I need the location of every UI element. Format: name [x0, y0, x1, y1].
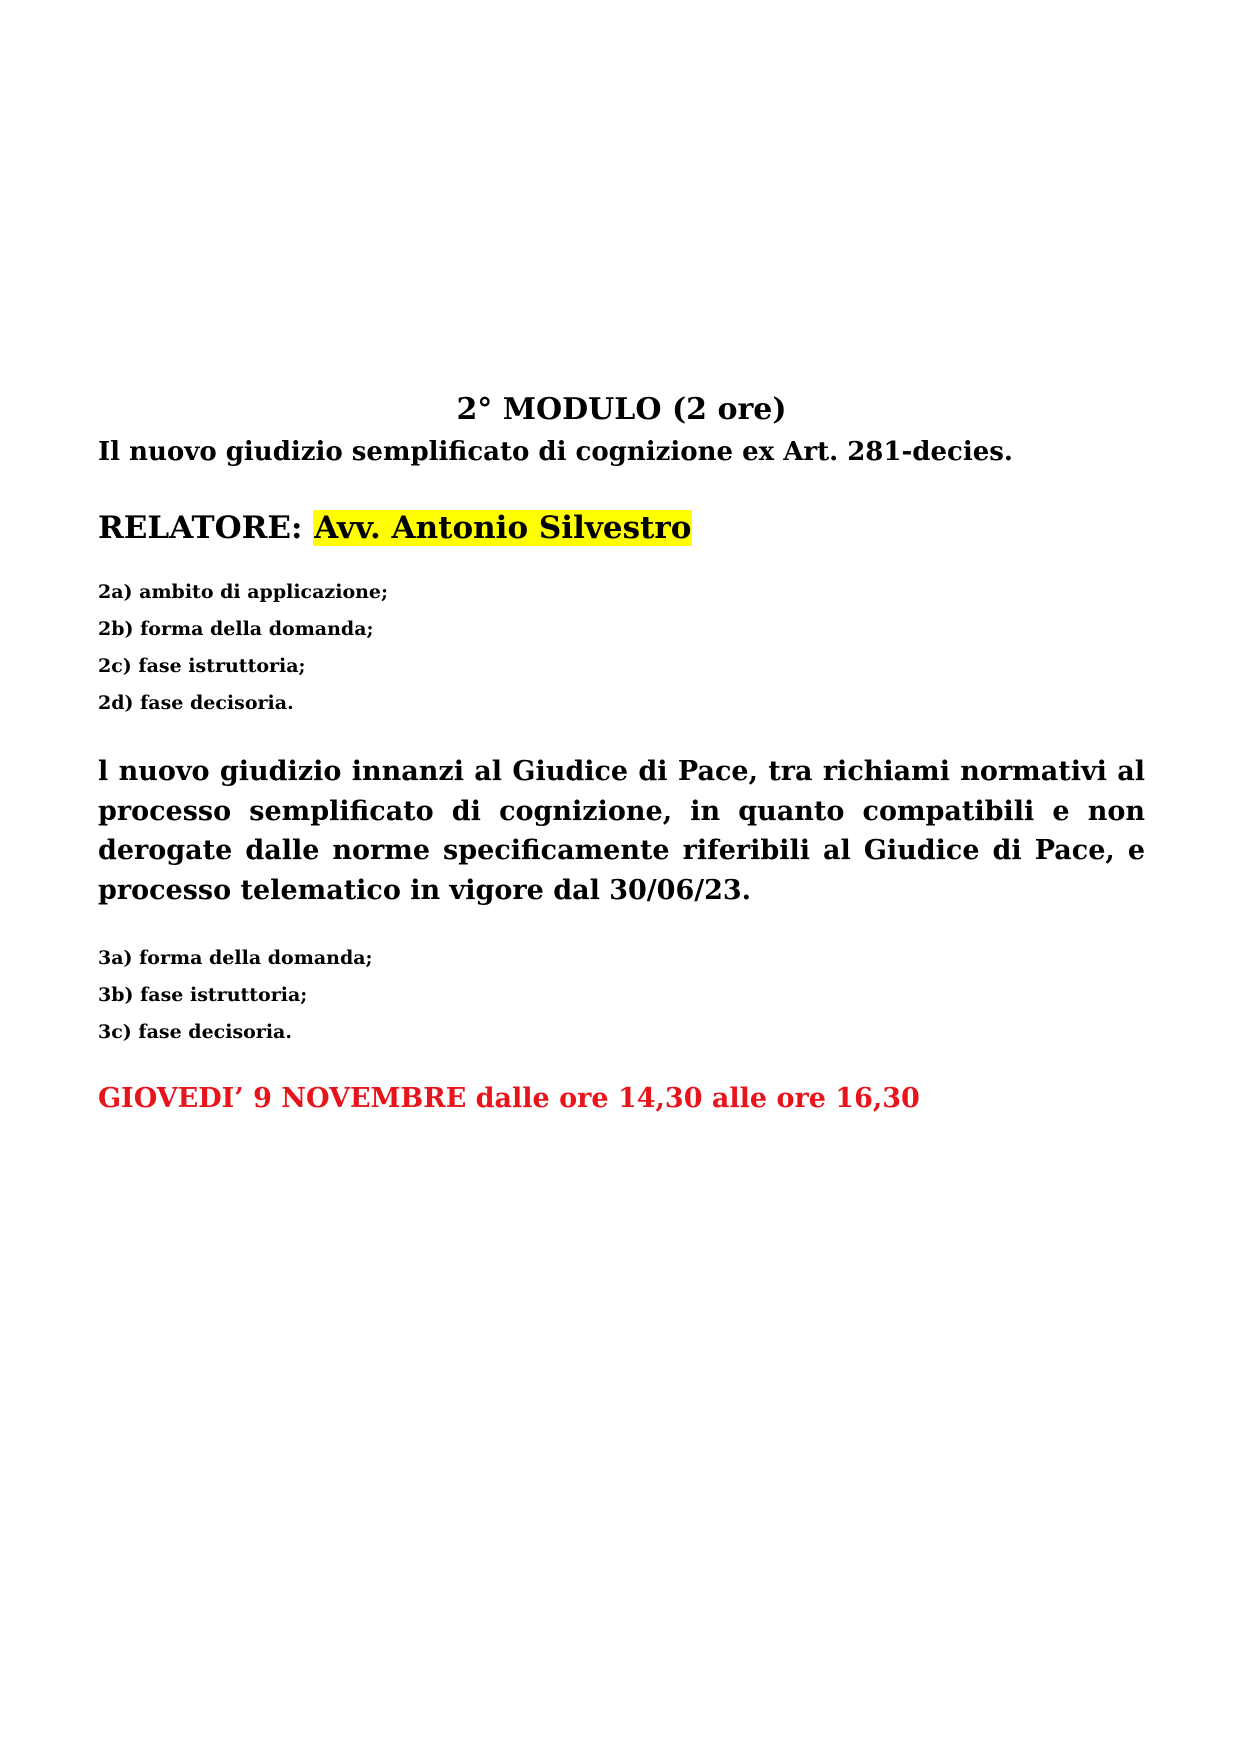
list-item: 3a) forma della domanda;: [98, 947, 373, 969]
speaker-name: Avv. Antonio Silvestro: [314, 510, 692, 546]
list-item: 2a) ambito di applicazione;: [98, 581, 389, 603]
list-item: 2d) fase decisoria.: [98, 692, 294, 714]
list-item: 3c) fase decisoria.: [98, 1021, 292, 1043]
section2-list: [98, 574, 1145, 722]
schedule-date: GIOVEDI’ 9 NOVEMBRE dalle ore 14,30 alle ore 16,30: [98, 1083, 920, 1114]
section3-paragraph: l nuovo giudizio innanzi al Giudice di Pace, tra richiami normativi al processo semplificato di cognizione, in quanto compatibili e non derogate dalle norme specificamente riferibili al Giudice di Pace, e processo telematico in vigore dal 30/06/23.: [98, 756, 1145, 906]
module-content: [98, 388, 1145, 1119]
speaker-label: RELATORE:: [98, 510, 303, 546]
section3-list: [98, 940, 1145, 1051]
list-item: 2c) fase istruttoria;: [98, 655, 306, 677]
list-item: 3b) fase istruttoria;: [98, 984, 308, 1006]
module-subtitle: Il nuovo giudizio semplificato di cognizione ex Art. 281-decies.: [98, 437, 1013, 467]
speaker-line: [98, 506, 1145, 550]
module-title: 2° MODULO (2 ore): [456, 392, 787, 427]
list-item: 2b) forma della domanda;: [98, 618, 374, 640]
